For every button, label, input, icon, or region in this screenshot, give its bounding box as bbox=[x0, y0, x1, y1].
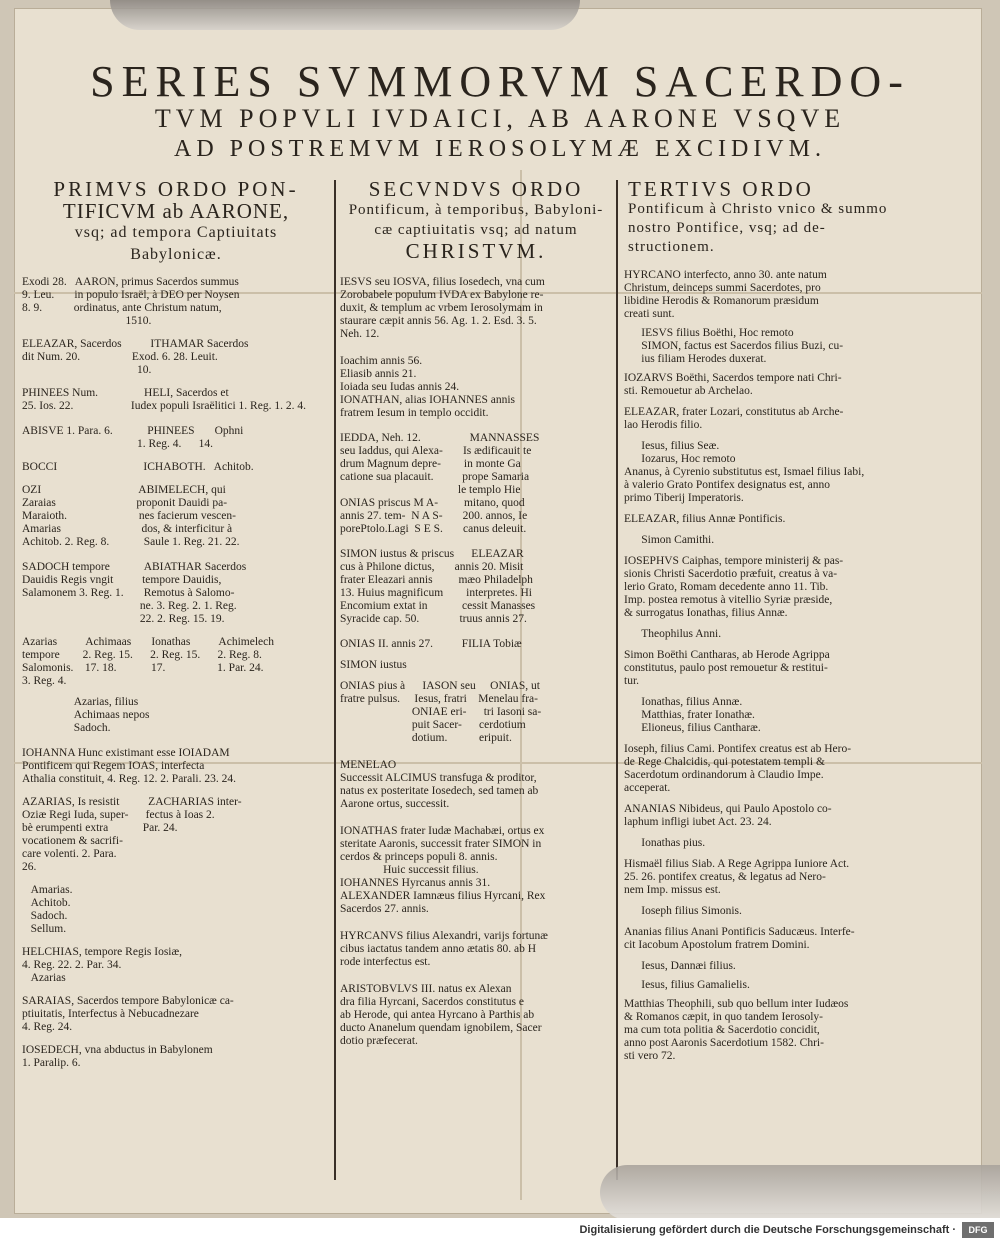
funding-notice: Digitalisierung gefördert durch die Deutsche Forschungsgemeinschaft · bbox=[579, 1224, 956, 1236]
title-line-1: SERIES SVMMORVM SACERDO- bbox=[90, 57, 910, 106]
entry: Exodi 28. AARON, primus Sacerdos summus 9. Leu. in populo Israël, à DEO per Noysen 8. 9. ordinatus, ante Christum natum, 1510. bbox=[22, 276, 240, 327]
entry: HELCHIAS, tempore Regis Iosiæ, 4. Reg. 22. 2. Par. 34. Azarias bbox=[22, 946, 183, 984]
entry: IOZARVS Boëthi, Sacerdos tempore nati Chri- sti. Remouetur ab Archelao. bbox=[624, 372, 842, 397]
entry: Simon Camithi. bbox=[624, 534, 715, 546]
entry: Ioseph, filius Cami. Pontifex creatus est ab Hero- de Rege Chalcidis, qui potestatem templi & Sacerdotum ordinandorum à Claudio Impe. acceperat. bbox=[624, 743, 852, 794]
entry: SIMON iustus & priscus ELEAZAR cus à Philone dictus, annis 20. Misit frater Eleazari annis mæo Philadelph 13. Huius magnificum interpretes. Hi Encomium extat in cessit Manasses Syracide cap. 50. truus annis 27. bbox=[340, 548, 536, 625]
entry: MENELAO Successit ALCIMUS transfuga & proditor, natus ex posteritate Iosedech, sed tamen ab Aarone ortus, successit. bbox=[340, 759, 539, 810]
entry: Matthias Theophili, sub quo bellum inter Iudæos & Romanos cæpit, in quo tandem Ierosoly- ma cum tota politia & Sacerdotio concidit, anno post Aaronis Sacerdotium 1582. Chri- sti vero 72. bbox=[624, 998, 849, 1062]
entry: ABISVE 1. Para. 6. PHINEES Ophni 1. Reg. 4. 14. bbox=[22, 425, 244, 450]
entry: BOCCI ICHABOTH. Achitob. bbox=[22, 461, 254, 473]
entry: Amarias. Achitob. Sadoch. Sellum. bbox=[30, 884, 73, 935]
entry: IONATHAS frater Iudæ Machabæi, ortus ex steritate Aaronis, successit frater SIMON in cerdos & princeps populi 8. annis. Huic successit filius. IOHANNES Hyrcanus annis 31. ALEXANDER Iamnæus filius Hyrcani, Rex Sacerdos 27. annis. bbox=[340, 825, 546, 915]
entry: Azarias Achimaas Ionathas Achimelech tempore 2. Reg. 15. 2. Reg. 15. 2. Reg. 8. Salomonis. 17. 18. 17. 1. Par. 24. 3. Reg. 4. bbox=[22, 636, 274, 687]
entry: SIMON iustus bbox=[340, 659, 407, 671]
entry: IESVS filius Boëthi, Hoc remoto SIMON, factus est Sacerdos filius Buzi, cu- ius filiam Herodes duxerat. bbox=[641, 327, 844, 365]
column-heading: TERTIVS ORDO Pontificum à Christo vnico & summo nostro Pontifice, vsq; ad de- structionem. bbox=[628, 177, 888, 255]
entry: ONIAS pius à IASON seu ONIAS, ut fratre pulsus. Iesus, fratri Menelau fra- ONIAE eri- tri Iasoni sa- puit Sacer- cerdotium dotium. eripuit. bbox=[340, 680, 542, 744]
entry: Hismaël filius Siab. A Rege Agrippa Iuniore Act. 25. 26. pontifex creatus, & legatus ad Nero- nem Imp. missus est. bbox=[624, 858, 850, 896]
entry: IOSEDECH, vna abductus in Babylonem 1. Paralip. 6. bbox=[22, 1044, 213, 1069]
entry: Iesus, filius Gamalielis. bbox=[624, 979, 750, 991]
entry: Iesus, Dannæi filius. bbox=[624, 960, 736, 972]
entry: ELEAZAR, frater Lozari, constitutus ab Arche- lao Herodis filio. bbox=[624, 406, 844, 431]
entry: ELEAZAR, filius Annæ Pontificis. bbox=[624, 513, 786, 525]
entry: Theophilus Anni. bbox=[624, 628, 722, 640]
entry: HYRCANVS filius Alexandri, varijs fortunæ cibus iactatus tandem anno ætatis 80. ab H rode interfectus est. bbox=[340, 930, 548, 968]
column-primus-ordo bbox=[22, 178, 330, 1070]
entry: IOHANNA Hunc existimant esse IOIADAM Pontificem qui Regem IOAS, interfecta Athalia constituit, 4. Reg. 12. 2. Parali. 23. 24. bbox=[22, 747, 237, 785]
entry: ELEAZAR, Sacerdos ITHAMAR Sacerdos dit Num. 20. Exod. 6. 28. Leuit. 10. bbox=[22, 338, 249, 376]
entry: HYRCANO interfecto, anno 30. ante natum Christum, deinceps summi Sacerdotes, pro libidine Herodis & Romanorum præsidum creati sunt. bbox=[624, 269, 827, 320]
glass-clamp-bottom bbox=[600, 1165, 1000, 1220]
entry: Ionathas pius. bbox=[624, 837, 706, 849]
entry: SADOCH tempore ABIATHAR Sacerdos Dauidis Regis vngit tempore Dauidis, Salamonem 3. Reg. 1. Remotus à Salomo- ne. 3. Reg. 2. 1. Reg. 22. 2. Reg. 15. 19. bbox=[22, 561, 247, 625]
column-secundus-ordo bbox=[340, 178, 612, 1048]
entry: Ioachim annis 56. Eliasib annis 21. Ioiada seu Iudas annis 24. IONATHAN, alias IOHANNES annis fratrem Iesum in templo occidit. bbox=[340, 355, 516, 419]
entry: PHINEES Num. HELI, Sacerdos et 25. Ios. 22. Iudex populi Israëlitici 1. Reg. 1. 2. 4. bbox=[22, 387, 306, 412]
entry: Iesus, filius Seæ. Iozarus, Hoc remoto Ananus, à Cyrenio substitutus est, Ismael filius Iabi, à valerio Grato Pontifex designatus est, anno primo Tiberij Imperatoris. bbox=[624, 440, 865, 504]
column-tertius-ordo bbox=[624, 178, 924, 1063]
entry: Ioseph filius Simonis. bbox=[624, 905, 742, 917]
entry: SARAIAS, Sacerdos tempore Babylonicæ ca- ptiuitatis, Interfectus à Nebucadnezare 4. Reg. 24. bbox=[22, 995, 234, 1033]
entry: Azarias, filius Achimaas nepos Sadoch. bbox=[73, 696, 150, 734]
entry: Ionathas, filius Annæ. Matthias, frater Ionathæ. Elioneus, filius Cantharæ. bbox=[641, 696, 761, 734]
entry: Simon Boëthi Cantharas, ab Herode Agrippa constitutus, paulo post remouetur & restitui- tur. bbox=[624, 649, 830, 687]
title-line-2: TVM POPVLI IVDAICI, AB AARONE VSQVE bbox=[154, 104, 846, 133]
entry: IESVS seu IOSVA, filius Iosedech, vna cum Zorobabele populum IVDA ex Babylone re- duxit, & templum ac vrbem Ierosolymam in staurare cæpit annis 56. Ag. 1. 2. Esd. 3. 5. Neh. 12. bbox=[340, 276, 545, 340]
column-heading: SECVNDVS ORDO Pontificum, à temporibus, Babyloni- cæ captiuitatis vsq; ad natum CHRISTVM. bbox=[348, 177, 604, 263]
entry: Ananias filius Anani Pontificis Saducæus. Interfe- cit Iacobum Apostolum fratrem Domini. bbox=[624, 926, 855, 951]
glass-clamp-top bbox=[110, 0, 580, 30]
entry: OZI ABIMELECH, qui Zaraias proponit Dauidi pa- Maraioth. nes facierum vescen- Amarias dos, & interficitur à Achitob. 2. Reg. 8. Saule 1. Reg. 21. 22. bbox=[22, 484, 240, 548]
column-heading: PRIMVS ORDO PON- TIFICVM ab AARONE, vsq; ad tempora Captiuitats Babylonicæ. bbox=[53, 177, 299, 263]
entry: IOSEPHVS Caiphas, tempore ministerij & pas- sionis Christi Sacerdotio præfuit, creatus à va- lerio Grato, Romam decedente anno 11. Tib. Imp. postea remotus à vitellio Syriæ præside, & surrogatus Ionathas, filius Annæ. bbox=[624, 555, 844, 619]
entry: IEDDA, Neh. 12. MANNASSES seu Iaddus, qui Alexa- Is ædificauit te drum Magnum depre- in monte Ga catione sua placauit. prope Samaria le templo Hie ONIAS priscus M A- mitano, quod annis 27. tem- N A S- 200. annos, Ie porePtolo.Lagi S E S. canus deleuit. bbox=[340, 432, 540, 535]
column-rule bbox=[616, 180, 618, 1180]
entry: AZARIAS, Is resistit ZACHARIAS inter- Oziæ Regi Iuda, super- fectus à Ioas 2. bè erumpenti extra Par. 24. vocationem & sacrifi- care volenti. 2. Para. 26. bbox=[22, 796, 242, 873]
entry: ONIAS II. annis 27. FILIA Tobiæ bbox=[340, 638, 522, 650]
title-line-3: AD POSTREMVM IEROSOLYMÆ EXCIDIVM. bbox=[174, 136, 826, 162]
column-rule bbox=[334, 180, 336, 1180]
entry: ANANIAS Nibideus, qui Paulo Apostolo co- laphum infligi iubet Act. 23. 24. bbox=[624, 803, 832, 828]
entry: ARISTOBVLVS III. natus ex Alexan dra filia Hyrcani, Sacerdos constitutus e ab Herode, qui antea Hyrcano à Parthis ab ducto Ananelum quendam ignobilem, Sacer dotio præfecerat. bbox=[340, 983, 542, 1047]
dfg-logo: DFG bbox=[962, 1222, 994, 1238]
